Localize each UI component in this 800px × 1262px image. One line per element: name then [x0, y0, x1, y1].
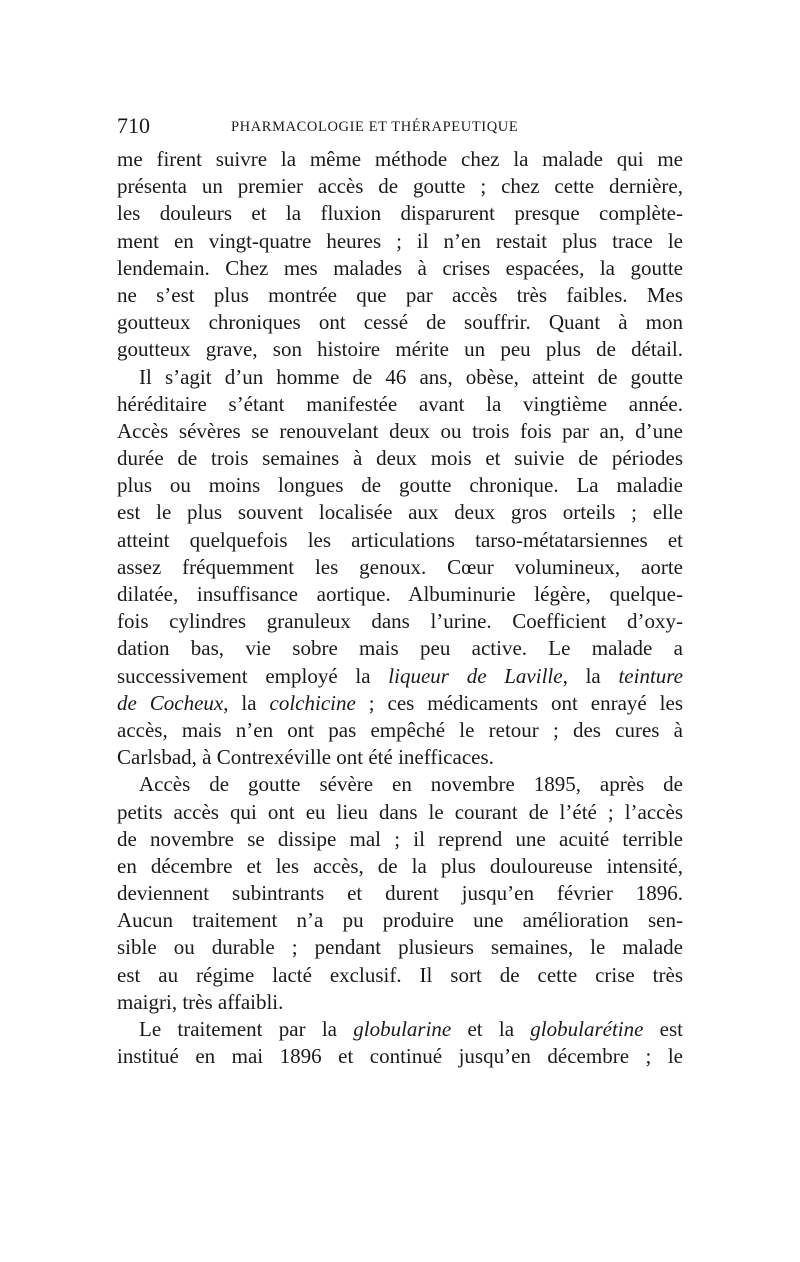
- italic-title-teinture: teinture: [618, 663, 683, 688]
- text-line: accès, mais n’en ont pas empêché le retour ; des cures à: [117, 717, 683, 742]
- body-text: [117, 146, 683, 1070]
- text-segment: Le traitement par la: [139, 1017, 354, 1041]
- text-line: de novembre se dissipe mal ; il reprend une acuité terrible: [117, 826, 683, 851]
- book-page: [117, 112, 683, 1070]
- text-line: Accès sévères se renouvelant deux ou trois fois par an, d’une: [117, 418, 683, 443]
- text-line: en décembre et les accès, de la plus douloureuse intensité,: [117, 853, 683, 878]
- paragraph-end-line: maigri, très affaibli.: [117, 989, 284, 1014]
- italic-term-globularetine: globularétine: [530, 1017, 644, 1041]
- text-line: lendemain. Chez mes malades à crises espacées, la goutte: [117, 255, 683, 280]
- text-line: atteint quelquefois les articulations tarso-métatarsiennes et: [117, 527, 683, 552]
- text-segment: , la: [223, 690, 270, 715]
- text-line: goutteux chroniques ont cessé de souffrir. Quant à mon: [117, 310, 683, 335]
- text-segment: est: [643, 1017, 683, 1041]
- italic-title-colchicine: colchicine: [269, 690, 356, 715]
- text-line: goutteux grave, son histoire mérite un peu plus de détail.: [117, 337, 683, 362]
- text-line: héréditaire s’étant manifestée avant la vingtième année.: [117, 391, 683, 416]
- text-line-mixed: [117, 663, 683, 690]
- text-line-mixed: [117, 690, 683, 717]
- text-line: assez fréquemment les genoux. Cœur volumineux, aorte: [117, 554, 683, 579]
- text-line: est le plus souvent localisée aux deux gros orteils ; elle: [117, 500, 683, 525]
- text-line: Aucun traitement n’a pu produire une amélioration sen-: [117, 908, 683, 933]
- text-segment: successivement employé la: [117, 663, 389, 688]
- text-line: durée de trois semaines à deux mois et suivie de périodes: [117, 446, 683, 471]
- text-line: petits accès qui ont eu lieu dans le courant de l’été ; l’accès: [117, 799, 683, 824]
- text-line: est au régime lacté exclusif. Il sort de cette crise très: [117, 962, 683, 987]
- page-header: [117, 112, 683, 140]
- paragraph-start-line: Accès de goutte sévère en novembre 1895, après de: [139, 772, 683, 797]
- text-segment: , la: [562, 663, 619, 688]
- page-number: 710: [117, 113, 150, 138]
- text-line: présenta un premier accès de goutte ; chez cette dernière,: [117, 174, 683, 199]
- italic-term-globularine: globularine: [353, 1017, 452, 1041]
- text-line: ne s’est plus montrée que par accès très faibles. Mes: [117, 282, 683, 307]
- text-line: ment en vingt-quatre heures ; il n’en restait plus trace le: [117, 228, 683, 253]
- text-line: dilatée, insuffisance aortique. Albuminurie légère, quelque-: [117, 582, 683, 606]
- paragraph-end-line: Carlsbad, à Contrexéville ont été inefficaces.: [117, 745, 494, 770]
- text-segment: ; ces médicaments ont enrayé les: [355, 690, 683, 715]
- text-segment: et la: [451, 1017, 531, 1041]
- text-line: les douleurs et la fluxion disparurent presque complète-: [117, 201, 683, 226]
- text-line-mixed: [117, 1016, 683, 1043]
- paragraph-start-line: Il s’agit d’un homme de 46 ans, obèse, atteint de goutte: [139, 364, 683, 389]
- text-line: me firent suivre la même méthode chez la malade qui me: [117, 147, 683, 171]
- text-line: plus ou moins longues de goutte chronique. La maladie: [117, 473, 683, 498]
- text-line: sible ou durable ; pendant plusieurs semaines, le malade: [117, 935, 683, 960]
- text-line: deviennent subintrants et durent jusqu’en février 1896.: [117, 881, 683, 906]
- text-line: dation bas, vie sobre mais peu active. Le malade a: [117, 636, 683, 661]
- running-head: PHARMACOLOGIE ET THÉRAPEUTIQUE: [231, 119, 519, 135]
- text-line: fois cylindres granuleux dans l’urine. Coefficient d’oxy-: [117, 609, 683, 634]
- text-line: institué en mai 1896 et continué jusqu’en décembre ; le: [117, 1044, 683, 1069]
- italic-title-liqueur: liqueur de Laville: [388, 663, 563, 688]
- italic-title-cocheux: de Cocheux: [117, 690, 224, 715]
